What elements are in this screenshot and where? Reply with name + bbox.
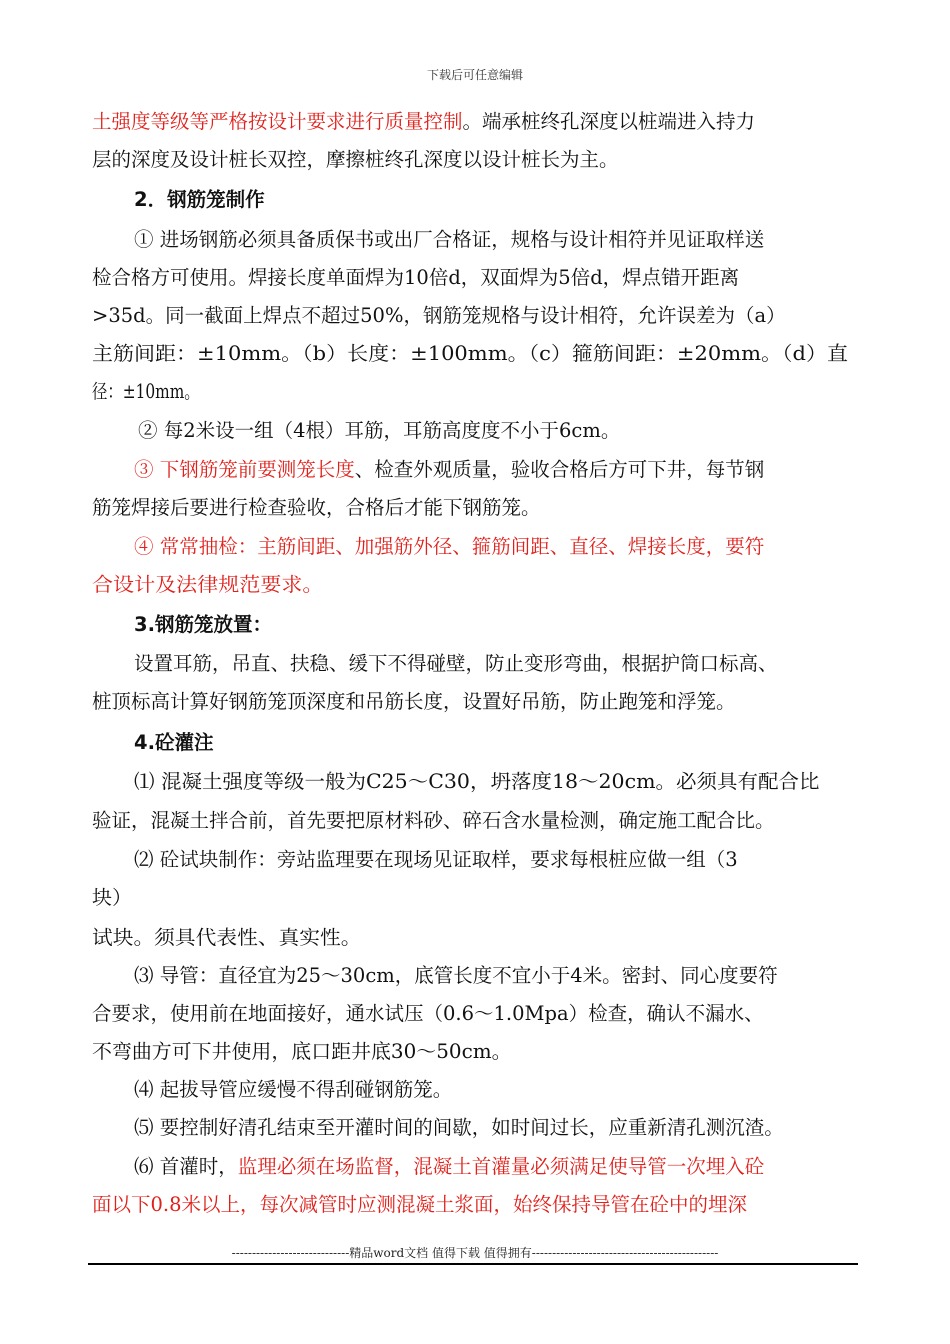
text-segment: 、检查外观质量，验收合格后方可下井，每节钢 — [354, 458, 765, 481]
text-segment: ④ 常常抽检：主筋间距、加强筋外径、箍筋间距、直径、焊接长度，要符 — [134, 535, 765, 558]
text-line-25 — [92, 1039, 512, 1065]
text-line-19 — [92, 808, 775, 834]
text-segment: 块） — [92, 886, 133, 909]
text-line-13 — [92, 572, 323, 598]
text-line-2 — [92, 147, 619, 173]
text-line-24 — [92, 1001, 764, 1027]
text-segment: 径：±10mm。 — [92, 380, 200, 403]
text-line-8 — [92, 379, 200, 405]
text-line-6 — [92, 303, 786, 329]
text-line-17 — [134, 730, 213, 756]
text-line-11 — [92, 495, 541, 521]
text-line-29 — [92, 1192, 747, 1218]
text-line-21 — [92, 885, 132, 911]
text-segment: 层的深度及设计桩长双控，摩擦桩终孔深度以设计桩长为主。 — [92, 148, 619, 171]
text-line-5 — [92, 265, 739, 291]
text-segment: ⑹ 首灌时， — [134, 1155, 238, 1178]
text-segment: 。端承桩终孔深度以桩端进入持力 — [462, 110, 756, 133]
text-segment: ③ 下钢筋笼前要测笼长度 — [134, 458, 355, 481]
text-segment: ⑴ 混凝土强度等级一般为C25～C30，坍落度18～20cm。必须具有配合比 — [134, 770, 820, 793]
text-line-10 — [134, 457, 764, 483]
text-line-28 — [134, 1154, 764, 1180]
text-segment: ⑶ 导管：直径宜为25～30cm，底管长度不宜小于4米。密封、同心度要符 — [134, 964, 778, 987]
text-segment: ① 进场钢筋必须具备质保书或出厂合格证，规格与设计相符并见证取样送 — [134, 228, 765, 251]
text-segment: 合设计及法律规范要求。 — [92, 573, 324, 596]
text-segment: 桩顶标高计算好钢筋笼顶深度和吊筋长度，设置好吊筋，防止跑笼和浮笼。 — [92, 690, 736, 713]
text-segment: 监理必须在场监督，混凝土首灌量必须满足使导管一次埋入砼 — [237, 1155, 765, 1178]
text-segment: 2．钢筋笼制作 — [134, 188, 265, 211]
text-segment: 设置耳筋，吊直、扶稳、缓下不得碰壁，防止变形弯曲，根据护筒口标高、 — [134, 652, 778, 675]
text-segment: >35d。同一截面上焊点不超过50%，钢筋笼规格与设计相符，允许误差为（a） — [92, 304, 786, 327]
text-segment: ⑷ 起拔导管应缓慢不得刮碰钢筋笼。 — [134, 1078, 453, 1101]
text-line-3 — [134, 187, 265, 213]
text-line-16 — [92, 689, 736, 715]
text-segment: 4.砼灌注 — [134, 731, 214, 754]
text-line-22 — [92, 925, 361, 951]
text-line-20 — [134, 847, 738, 873]
text-segment: ② 每2米设一组（4根）耳筋，耳筋高度度不小于6cm。 — [138, 419, 621, 442]
text-segment: 面以下0.8米以上，每次减管时应测混凝土浆面，始终保持导管在砼中的埋深 — [92, 1193, 748, 1216]
text-segment: 土强度等级等严格按设计要求进行质量控制 — [92, 110, 463, 133]
text-line-15 — [134, 651, 778, 677]
text-segment: 验证，混凝土拌合前，首先要把原材料砂、碎石含水量检测，确定施工配合比。 — [92, 809, 775, 832]
text-line-23 — [134, 963, 778, 989]
text-line-18 — [134, 769, 819, 795]
text-segment: ⑵ 砼试块制作：旁站监理要在现场见证取样，要求每根桩应做一组（3 — [134, 848, 738, 871]
text-segment: 3.钢筋笼放置： — [134, 613, 272, 636]
text-line-9 — [138, 418, 620, 444]
page-footer: -----------------------------精品word文档 值得下载 值得拥有---------------------------------------------- — [231, 1246, 719, 1260]
text-line-26 — [134, 1077, 452, 1103]
text-segment: 不弯曲方可下井使用，底口距井底30～50cm。 — [92, 1040, 512, 1063]
text-segment: 主筋间距：±10mm。（b）长度：±100mm。（c）箍筋间距：±20mm。（d）直 — [92, 342, 849, 365]
text-line-1 — [92, 109, 755, 135]
text-segment: 检合格方可使用。焊接长度单面焊为10倍d，双面焊为5倍d，焊点错开距离 — [92, 266, 740, 289]
text-line-7 — [92, 341, 848, 367]
page-header: 下载后可任意编辑 — [426, 68, 523, 82]
text-line-12 — [134, 534, 764, 560]
text-segment: 合要求，使用前在地面接好，通水试压（0.6～1.0Mpa）检查，确认不漏水、 — [92, 1002, 764, 1025]
text-line-4 — [134, 227, 764, 253]
text-line-14 — [134, 612, 272, 638]
text-segment: ⑸ 要控制好清孔结束至开灌时间的间歇，如时间过长，应重新清孔测沉渣。 — [134, 1116, 784, 1139]
text-segment: 筋笼焊接后要进行检查验收，合格后才能下钢筋笼。 — [92, 496, 541, 519]
text-line-27 — [134, 1115, 784, 1141]
footer-rule — [88, 1263, 858, 1265]
text-segment: 试块。须具代表性、真实性。 — [92, 926, 362, 949]
